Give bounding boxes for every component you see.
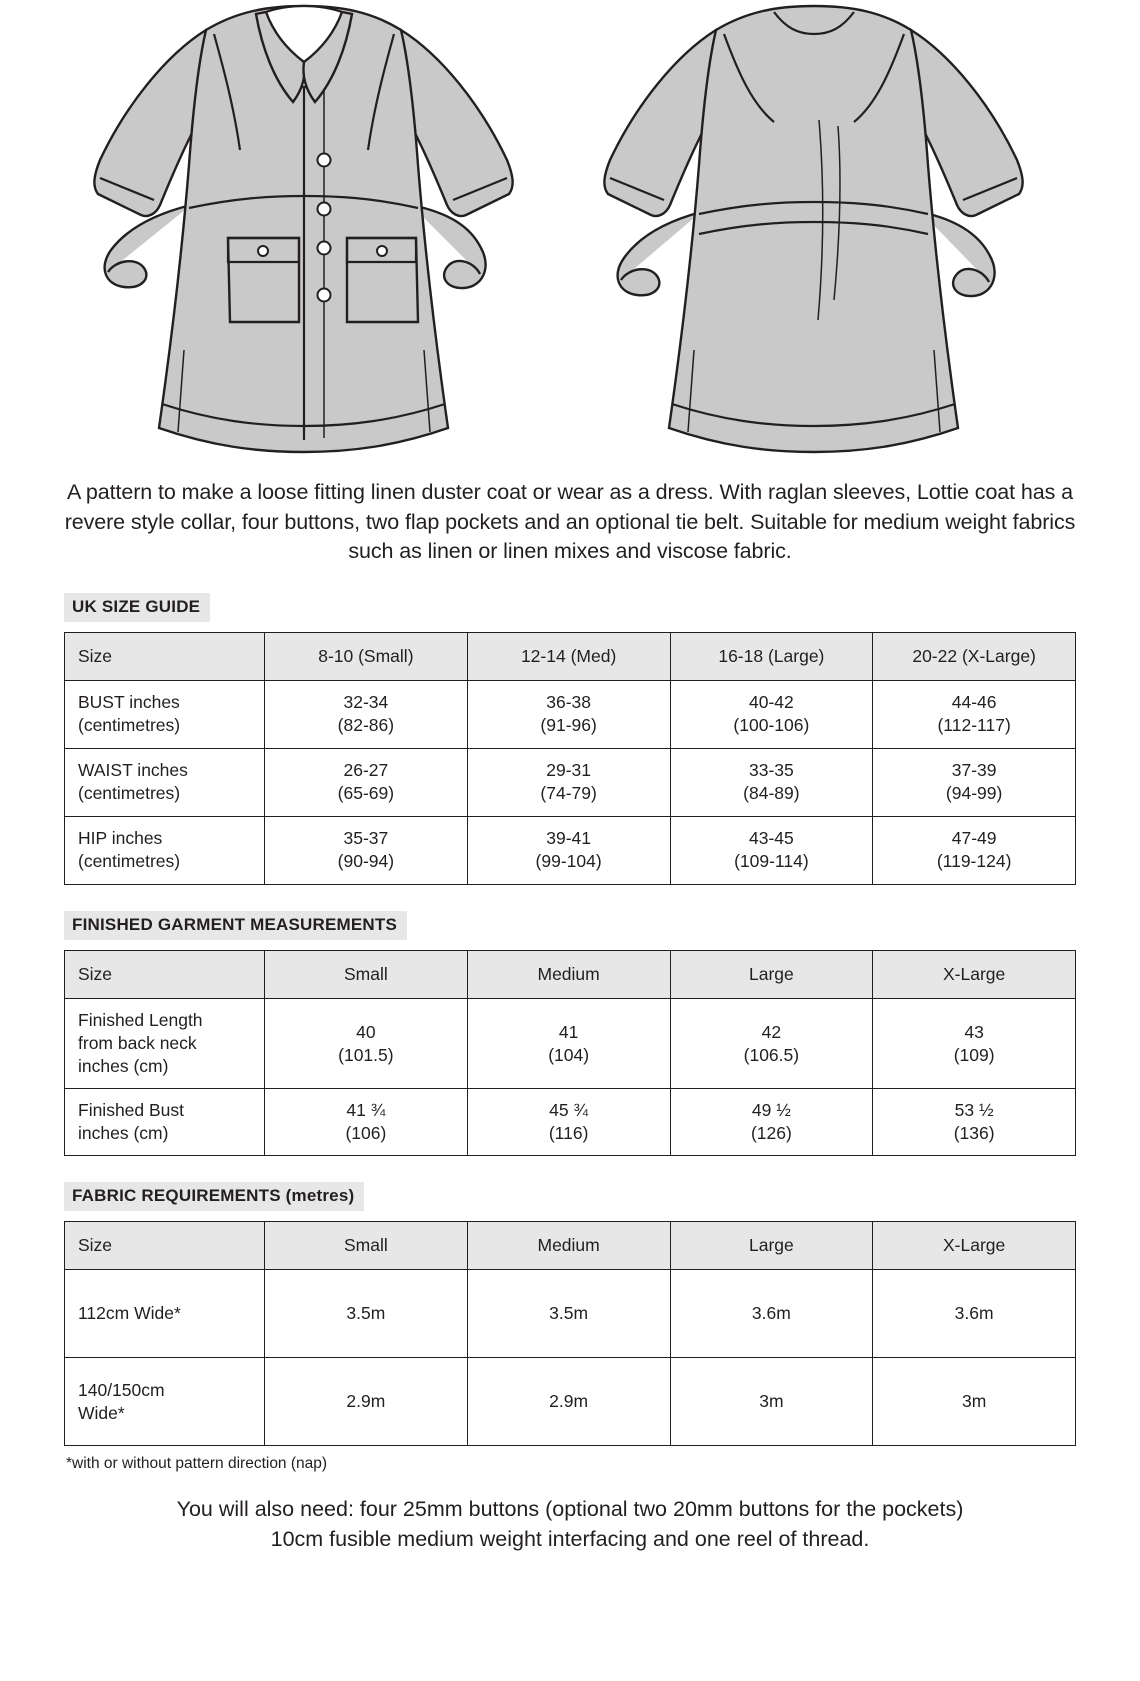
- button-icon: [318, 154, 331, 167]
- column-header-xlarge: X-Large: [873, 950, 1076, 998]
- cell-inches: 41 ¾: [346, 1100, 386, 1121]
- row-label-140-150cm: [65, 1358, 265, 1446]
- row-label-line2: (centimetres): [78, 783, 181, 804]
- cell-cm: (109): [953, 1044, 995, 1065]
- row-label-bust: [65, 680, 265, 748]
- column-header-medium: Medium: [467, 1222, 670, 1270]
- cell-cm: (91-96): [540, 715, 597, 736]
- cell-inches: 47-49: [951, 828, 997, 849]
- row-label-line2: Wide*: [78, 1402, 125, 1423]
- cell-inches: 40-42: [748, 692, 794, 713]
- cell-cm: (90-94): [337, 851, 395, 872]
- duster-coat-back-technical-drawing: [604, 6, 1022, 452]
- cell-cm: (94-99): [945, 783, 1003, 804]
- cell-inches: 43: [964, 1021, 984, 1042]
- table-row: [65, 1089, 1076, 1156]
- row-label-line1: HIP inches: [78, 828, 163, 849]
- table-row: [65, 748, 1076, 816]
- cell-length-medium: [467, 998, 670, 1088]
- duster-coat-front-technical-drawing: [94, 6, 512, 452]
- column-header-large: 16-18 (Large): [670, 632, 873, 680]
- cell-inches: 40: [356, 1021, 376, 1042]
- cell-inches: 42: [761, 1021, 782, 1042]
- cell-cm: (100-106): [733, 715, 810, 736]
- cell-inches: 26-27: [343, 760, 389, 781]
- cell-inches: 41: [558, 1021, 579, 1042]
- pocket-button-icon: [258, 246, 268, 256]
- table-row: [65, 816, 1076, 884]
- cell-bust-xlarge: [873, 680, 1076, 748]
- finished-measurements-heading: FINISHED GARMENT MEASUREMENTS: [64, 911, 407, 940]
- row-label-waist: [65, 748, 265, 816]
- uk-size-guide-heading: UK SIZE GUIDE: [64, 593, 210, 622]
- notions-footer: [65, 1495, 1075, 1554]
- pocket-button-icon: [377, 246, 387, 256]
- column-header-small: 8-10 (Small): [265, 632, 468, 680]
- table-header-row: [65, 950, 1076, 998]
- cell-bust-small: [265, 680, 468, 748]
- cell-inches: 44-46: [951, 692, 997, 713]
- column-header-size: Size: [65, 632, 265, 680]
- cell-hip-medium: [467, 816, 670, 884]
- cell-waist-small: [265, 748, 468, 816]
- row-label-finished-bust: [65, 1089, 265, 1156]
- cell-inches: 39-41: [546, 828, 591, 849]
- nap-note: *with or without pattern direction (nap): [66, 1455, 328, 1473]
- cell-bust-xlarge: [873, 1089, 1076, 1156]
- row-label-line1: 140/150cm: [78, 1379, 165, 1400]
- cell-inches: 53 ½: [954, 1100, 994, 1121]
- coat-illustration-svg: [56, 0, 1084, 468]
- cell-inches: 49 ½: [751, 1100, 791, 1121]
- column-header-medium: Medium: [467, 950, 670, 998]
- cell-hip-small: [265, 816, 468, 884]
- cell-hip-xlarge: [873, 816, 1076, 884]
- cell-cm: (126): [750, 1123, 792, 1144]
- column-header-large: Large: [670, 1222, 873, 1270]
- cell-cm: (84-89): [743, 783, 800, 804]
- cell-bust-large: [670, 680, 873, 748]
- column-header-medium: 12-14 (Med): [467, 632, 670, 680]
- cell-length-large: [670, 998, 873, 1088]
- row-label-line2: inches (cm): [78, 1123, 169, 1144]
- row-label-finished-length: [65, 998, 265, 1088]
- cell-waist-large: [670, 748, 873, 816]
- button-icon: [318, 203, 331, 216]
- cell-length-xlarge: [873, 998, 1076, 1088]
- cell-cm: (99-104): [535, 851, 602, 872]
- cell-bust-large: [670, 1089, 873, 1156]
- uk-size-guide-table: [64, 632, 1076, 885]
- cell-hip-large: [670, 816, 873, 884]
- cell-cm: (74-79): [540, 783, 597, 804]
- row-label-line2: from back neck: [78, 1033, 197, 1054]
- column-header-small: Small: [265, 950, 468, 998]
- cell-inches: 32-34: [343, 692, 389, 713]
- column-header-xlarge: X-Large: [873, 1222, 1076, 1270]
- cell-waist-xlarge: [873, 748, 1076, 816]
- row-label-hip: [65, 816, 265, 884]
- finished-measurements-table: [64, 950, 1076, 1156]
- cell-cm: (106.5): [743, 1044, 800, 1065]
- cell-cm: (101.5): [338, 1044, 394, 1065]
- cell-inches: 36-38: [546, 692, 591, 713]
- row-label-line2: (centimetres): [78, 851, 181, 872]
- cell-cm: (82-86): [337, 715, 395, 736]
- row-label-line3: inches (cm): [78, 1056, 169, 1077]
- table-row: [65, 1270, 1076, 1358]
- button-icon: [318, 289, 331, 302]
- technical-drawings: [56, 0, 1084, 468]
- table-row: [65, 1358, 1076, 1446]
- row-label-line1: BUST inches: [78, 692, 180, 713]
- cell-112-medium: 3.5m: [467, 1270, 670, 1358]
- table-row: [65, 680, 1076, 748]
- cell-waist-medium: [467, 748, 670, 816]
- cell-cm: (119-124): [936, 851, 1012, 872]
- cell-inches: 29-31: [546, 760, 591, 781]
- row-label-line1: Finished Length: [78, 1009, 203, 1030]
- cell-cm: (112-117): [937, 715, 1011, 736]
- button-icon: [318, 242, 331, 255]
- row-label-line1: 112cm Wide*: [78, 1303, 181, 1324]
- column-header-size: Size: [65, 950, 265, 998]
- cell-cm: (109-114): [734, 851, 809, 872]
- table-header-row: [65, 1222, 1076, 1270]
- cell-112-small: 3.5m: [265, 1270, 468, 1358]
- cell-112-large: 3.6m: [670, 1270, 873, 1358]
- cell-112-xlarge: 3.6m: [873, 1270, 1076, 1358]
- column-header-large: Large: [670, 950, 873, 998]
- cell-bust-medium: [467, 1089, 670, 1156]
- cell-inches: 35-37: [343, 828, 389, 849]
- row-label-line2: (centimetres): [78, 715, 181, 736]
- column-header-small: Small: [265, 1222, 468, 1270]
- cell-cm: (104): [548, 1044, 590, 1065]
- column-header-xlarge: 20-22 (X-Large): [873, 632, 1076, 680]
- cell-inches: 45 ¾: [549, 1100, 589, 1121]
- row-label-line1: WAIST inches: [78, 760, 188, 781]
- table-header-row: [65, 632, 1076, 680]
- cell-inches: 37-39: [951, 760, 997, 781]
- cell-cm: (136): [953, 1123, 995, 1144]
- cell-140-medium: 2.9m: [467, 1358, 670, 1446]
- notions-line1: You will also need: four 25mm buttons (optional two 20mm buttons for the pockets): [176, 1497, 964, 1522]
- row-label-line1: Finished Bust: [78, 1100, 185, 1121]
- cell-bust-small: [265, 1089, 468, 1156]
- cell-140-xlarge: 3m: [873, 1358, 1076, 1446]
- notions-line2: 10cm fusible medium weight interfacing and one reel of thread.: [270, 1527, 870, 1552]
- cell-140-large: 3m: [670, 1358, 873, 1446]
- cell-cm: (116): [548, 1123, 589, 1144]
- cell-inches: 43-45: [748, 828, 794, 849]
- fabric-requirements-table: [64, 1221, 1076, 1446]
- cell-inches: 33-35: [748, 760, 794, 781]
- cell-bust-medium: [467, 680, 670, 748]
- column-header-size: Size: [65, 1222, 265, 1270]
- cell-cm: (106): [345, 1123, 387, 1144]
- cell-length-small: [265, 998, 468, 1088]
- row-label-112cm: [65, 1270, 265, 1358]
- cell-cm: (65-69): [337, 783, 395, 804]
- table-row: [65, 998, 1076, 1088]
- pattern-description: A pattern to make a loose fitting linen duster coat or wear as a dress. With raglan sleeves, Lottie coat has a revere style collar, four buttons, two flap pockets and an optional tie belt. Suitable for medium weight fabrics such as linen or linen mixes and viscose fabric.: [64, 480, 1076, 564]
- fabric-requirements-heading: FABRIC REQUIREMENTS (metres): [64, 1182, 364, 1211]
- cell-140-small: 2.9m: [265, 1358, 468, 1446]
